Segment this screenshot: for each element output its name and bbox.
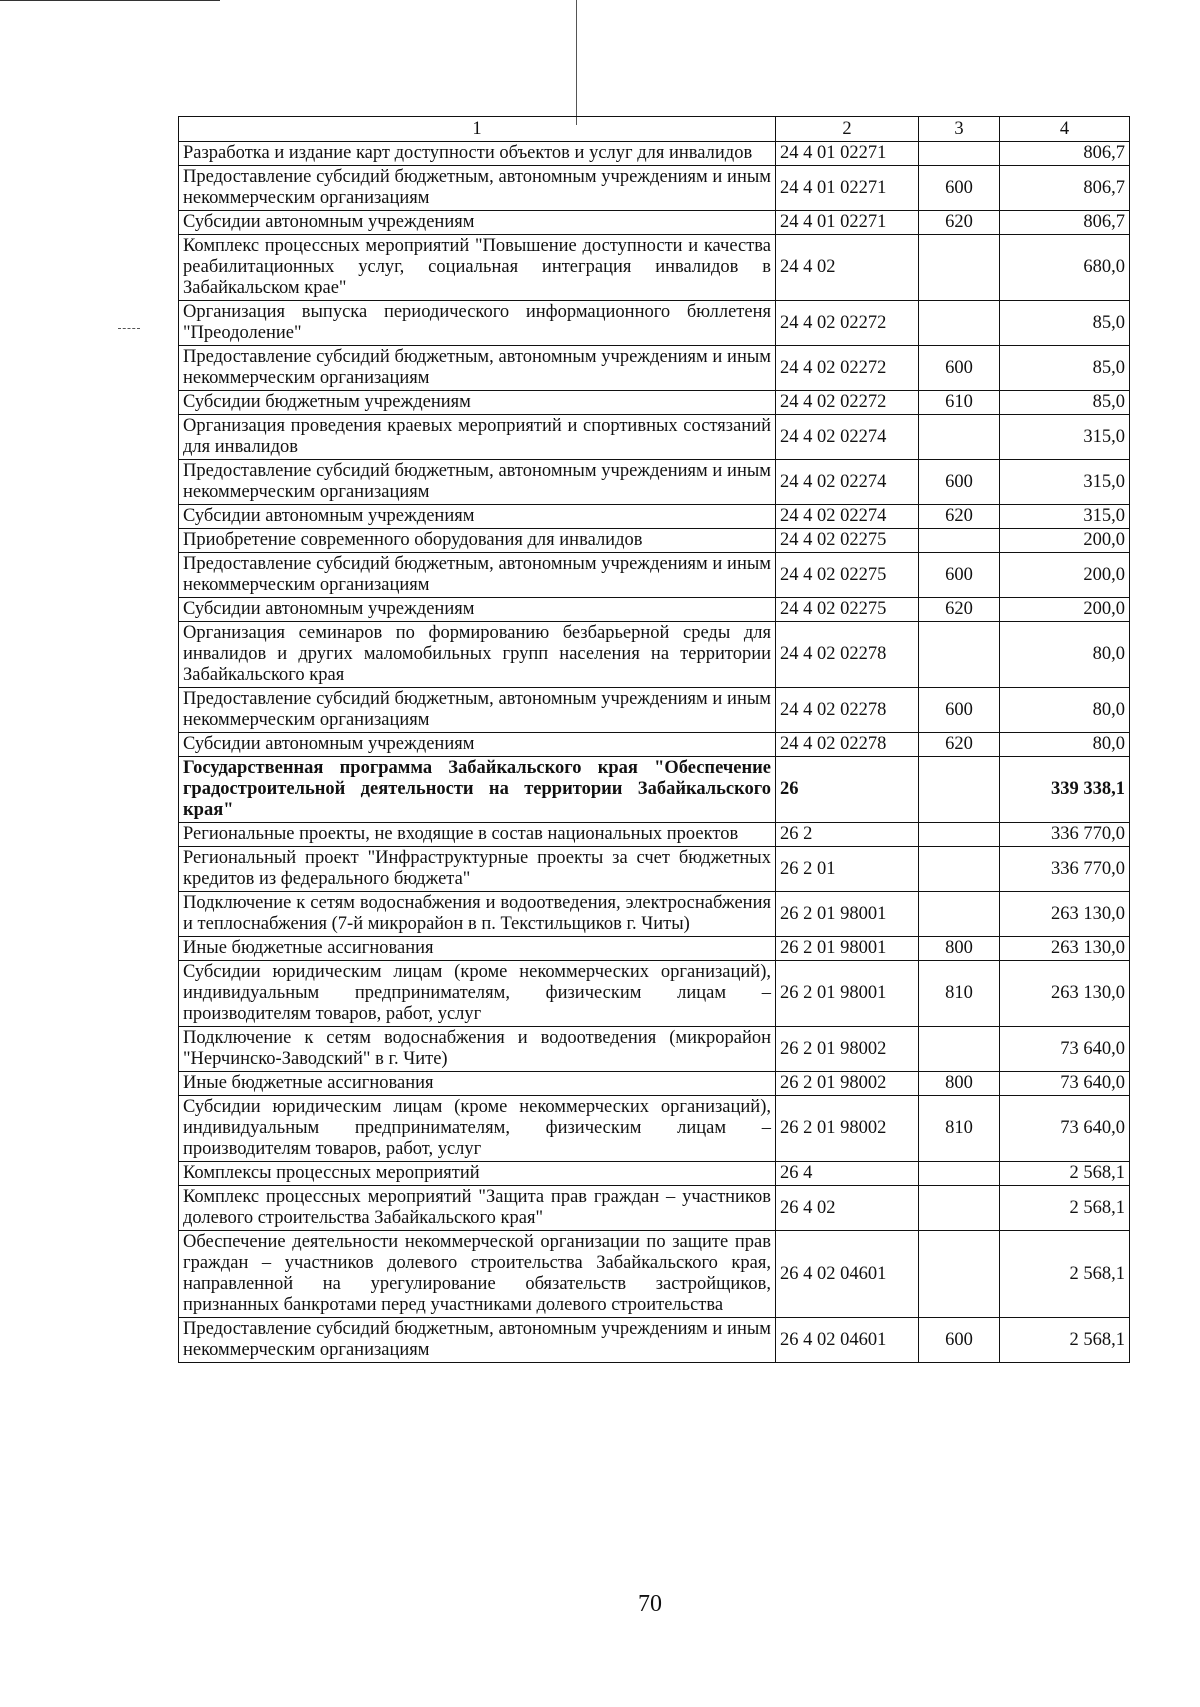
row-name-cell: Приобретение современного оборудования для инвалидов	[179, 529, 776, 553]
row-name-cell: Подключение к сетям водоснабжения и водоотведения (микрорайон "Нерчинско-Заводский" в г. Чите)	[179, 1027, 776, 1072]
row-amount-cell: 806,7	[1000, 166, 1130, 211]
row-name-cell: Иные бюджетные ассигнования	[179, 937, 776, 961]
row-code-cell: 24 4 02 02278	[776, 733, 919, 757]
page-number: 70	[638, 1591, 662, 1617]
row-expense-type-cell: 620	[919, 211, 1000, 235]
row-expense-type-cell	[919, 235, 1000, 301]
row-expense-type-cell	[919, 142, 1000, 166]
table-row	[179, 598, 1130, 622]
row-name-cell: Организация выпуска периодического информационного бюллетеня "Преодоление"	[179, 301, 776, 346]
row-expense-type-cell	[919, 892, 1000, 937]
row-amount-cell: 73 640,0	[1000, 1027, 1130, 1072]
row-name-cell: Обеспечение деятельности некоммерческой организации по защите прав граждан – участников долевого строительства Забайкальского края, направленной на урегулирование обязательств застройщиков, признанных банкротами перед участниками долевого строительства	[179, 1231, 776, 1318]
row-expense-type-cell: 620	[919, 598, 1000, 622]
row-code-cell: 26 4	[776, 1162, 919, 1186]
row-name-cell: Комплексы процессных мероприятий	[179, 1162, 776, 1186]
row-name-cell: Региональный проект "Инфраструктурные проекты за счет бюджетных кредитов из федерального бюджета"	[179, 847, 776, 892]
table-row	[179, 415, 1130, 460]
row-expense-type-cell	[919, 529, 1000, 553]
row-name-cell: Организация семинаров по формированию безбарьерной среды для инвалидов и других маломобильных групп населения на территории Забайкальского края	[179, 622, 776, 688]
row-code-cell: 26 2 01	[776, 847, 919, 892]
table-row	[179, 142, 1130, 166]
row-amount-cell: 73 640,0	[1000, 1096, 1130, 1162]
row-expense-type-cell	[919, 1027, 1000, 1072]
row-expense-type-cell: 610	[919, 391, 1000, 415]
row-code-cell: 24 4 02 02272	[776, 301, 919, 346]
header-cell-2: 2	[776, 117, 919, 142]
row-amount-cell: 200,0	[1000, 598, 1130, 622]
row-expense-type-cell: 600	[919, 460, 1000, 505]
table-row	[179, 1318, 1130, 1363]
row-amount-cell: 80,0	[1000, 733, 1130, 757]
row-code-cell: 24 4 02 02274	[776, 505, 919, 529]
row-expense-type-cell: 600	[919, 1318, 1000, 1363]
row-amount-cell: 80,0	[1000, 622, 1130, 688]
row-code-cell: 24 4 02 02275	[776, 553, 919, 598]
table-row	[179, 937, 1130, 961]
row-name-cell: Иные бюджетные ассигнования	[179, 1072, 776, 1096]
row-code-cell: 24 4 02 02274	[776, 415, 919, 460]
header-cell-1: 1	[179, 117, 776, 142]
row-code-cell: 26 2 01 98001	[776, 937, 919, 961]
row-amount-cell: 336 770,0	[1000, 847, 1130, 892]
row-code-cell: 26 2 01 98001	[776, 892, 919, 937]
row-name-cell: Предоставление субсидий бюджетным, автономным учреждениям и иным некоммерческим организациям	[179, 553, 776, 598]
table-row	[179, 391, 1130, 415]
row-expense-type-cell	[919, 622, 1000, 688]
row-code-cell: 24 4 02 02272	[776, 391, 919, 415]
header-cell-3: 3	[919, 117, 1000, 142]
row-amount-cell: 263 130,0	[1000, 937, 1130, 961]
table-row	[179, 505, 1130, 529]
row-expense-type-cell	[919, 1186, 1000, 1231]
row-amount-cell: 336 770,0	[1000, 823, 1130, 847]
row-expense-type-cell: 620	[919, 505, 1000, 529]
row-amount-cell: 2 568,1	[1000, 1186, 1130, 1231]
row-amount-cell: 2 568,1	[1000, 1318, 1130, 1363]
row-code-cell: 24 4 01 02271	[776, 142, 919, 166]
row-name-cell: Субсидии бюджетным учреждениям	[179, 391, 776, 415]
row-code-cell: 26	[776, 757, 919, 823]
table-row	[179, 1186, 1130, 1231]
table-row	[179, 553, 1130, 598]
row-amount-cell: 85,0	[1000, 391, 1130, 415]
row-amount-cell: 85,0	[1000, 301, 1130, 346]
row-code-cell: 24 4 02 02278	[776, 622, 919, 688]
row-code-cell: 24 4 01 02271	[776, 211, 919, 235]
row-amount-cell: 315,0	[1000, 460, 1130, 505]
row-name-cell: Предоставление субсидий бюджетным, автономным учреждениям и иным некоммерческим организациям	[179, 688, 776, 733]
row-name-cell: Комплекс процессных мероприятий "Повышение доступности и качества реабилитационных услуг, социальная интеграция инвалидов в Забайкальском крае"	[179, 235, 776, 301]
budget-table-body	[179, 117, 1130, 1363]
row-amount-cell: 806,7	[1000, 211, 1130, 235]
table-row	[179, 823, 1130, 847]
row-amount-cell: 263 130,0	[1000, 892, 1130, 937]
row-code-cell: 24 4 02 02275	[776, 529, 919, 553]
table-row	[179, 460, 1130, 505]
row-amount-cell: 315,0	[1000, 505, 1130, 529]
row-amount-cell: 200,0	[1000, 529, 1130, 553]
row-amount-cell: 2 568,1	[1000, 1162, 1130, 1186]
row-expense-type-cell: 600	[919, 688, 1000, 733]
row-name-cell: Субсидии автономным учреждениям	[179, 733, 776, 757]
row-code-cell: 26 2 01 98001	[776, 961, 919, 1027]
row-amount-cell: 80,0	[1000, 688, 1130, 733]
row-code-cell: 26 2 01 98002	[776, 1027, 919, 1072]
table-row	[179, 1072, 1130, 1096]
row-amount-cell: 680,0	[1000, 235, 1130, 301]
table-row	[179, 757, 1130, 823]
scan-artifact-dash	[118, 328, 140, 330]
row-name-cell: Организация проведения краевых мероприятий и спортивных состязаний для инвалидов	[179, 415, 776, 460]
row-name-cell: Подключение к сетям водоснабжения и водоотведения, электроснабжения и теплоснабжения (7-й микрорайон в п. Текстильщиков г. Читы)	[179, 892, 776, 937]
table-row	[179, 961, 1130, 1027]
row-expense-type-cell: 800	[919, 937, 1000, 961]
row-code-cell: 24 4 02 02274	[776, 460, 919, 505]
row-amount-cell: 200,0	[1000, 553, 1130, 598]
row-code-cell: 24 4 01 02271	[776, 166, 919, 211]
row-amount-cell: 263 130,0	[1000, 961, 1130, 1027]
row-expense-type-cell	[919, 847, 1000, 892]
row-code-cell: 26 2 01 98002	[776, 1096, 919, 1162]
table-row	[179, 1162, 1130, 1186]
table-row	[179, 733, 1130, 757]
row-expense-type-cell	[919, 1231, 1000, 1318]
row-name-cell: Предоставление субсидий бюджетным, автономным учреждениям и иным некоммерческим организациям	[179, 460, 776, 505]
row-name-cell: Предоставление субсидий бюджетным, автономным учреждениям и иным некоммерческим организациям	[179, 166, 776, 211]
row-expense-type-cell	[919, 1162, 1000, 1186]
row-code-cell: 24 4 02 02275	[776, 598, 919, 622]
row-expense-type-cell	[919, 301, 1000, 346]
row-code-cell: 26 2	[776, 823, 919, 847]
row-expense-type-cell	[919, 823, 1000, 847]
row-name-cell: Субсидии автономным учреждениям	[179, 505, 776, 529]
table-row	[179, 211, 1130, 235]
row-name-cell: Субсидии юридическим лицам (кроме некоммерческих организаций), индивидуальным предпринимателям, физическим лицам – производителям товаров, работ, услуг	[179, 961, 776, 1027]
table-row	[179, 688, 1130, 733]
row-expense-type-cell: 600	[919, 346, 1000, 391]
row-expense-type-cell	[919, 757, 1000, 823]
table-row	[179, 301, 1130, 346]
table-row	[179, 847, 1130, 892]
row-amount-cell: 2 568,1	[1000, 1231, 1130, 1318]
row-code-cell: 24 4 02 02278	[776, 688, 919, 733]
row-code-cell: 26 2 01 98002	[776, 1072, 919, 1096]
row-name-cell: Комплекс процессных мероприятий "Защита прав граждан – участников долевого строительства Забайкальского края"	[179, 1186, 776, 1231]
row-expense-type-cell	[919, 415, 1000, 460]
table-row	[179, 622, 1130, 688]
row-amount-cell: 806,7	[1000, 142, 1130, 166]
row-expense-type-cell: 600	[919, 553, 1000, 598]
row-expense-type-cell: 810	[919, 1096, 1000, 1162]
scan-artifact-line	[0, 0, 220, 1]
table-row	[179, 529, 1130, 553]
row-code-cell: 26 4 02	[776, 1186, 919, 1231]
table-row	[179, 1027, 1130, 1072]
row-name-cell: Предоставление субсидий бюджетным, автономным учреждениям и иным некоммерческим организациям	[179, 346, 776, 391]
table-row	[179, 346, 1130, 391]
row-name-cell: Субсидии автономным учреждениям	[179, 598, 776, 622]
table-row	[179, 892, 1130, 937]
table-row	[179, 1096, 1130, 1162]
row-amount-cell: 73 640,0	[1000, 1072, 1130, 1096]
row-code-cell: 24 4 02	[776, 235, 919, 301]
table-row	[179, 166, 1130, 211]
row-name-cell: Разработка и издание карт доступности объектов и услуг для инвалидов	[179, 142, 776, 166]
header-cell-4: 4	[1000, 117, 1130, 142]
row-expense-type-cell: 620	[919, 733, 1000, 757]
row-amount-cell: 339 338,1	[1000, 757, 1130, 823]
row-name-cell: Предоставление субсидий бюджетным, автономным учреждениям и иным некоммерческим организациям	[179, 1318, 776, 1363]
table-row	[179, 235, 1130, 301]
row-expense-type-cell: 800	[919, 1072, 1000, 1096]
table-header-row	[179, 117, 1130, 142]
row-amount-cell: 315,0	[1000, 415, 1130, 460]
row-code-cell: 26 4 02 04601	[776, 1318, 919, 1363]
table-row	[179, 1231, 1130, 1318]
row-code-cell: 26 4 02 04601	[776, 1231, 919, 1318]
budget-table	[178, 116, 1130, 1363]
scan-artifact-line	[576, 0, 577, 125]
row-name-cell: Региональные проекты, не входящие в состав национальных проектов	[179, 823, 776, 847]
row-name-cell: Государственная программа Забайкальского края "Обеспечение градостроительной деятельности на территории Забайкальского края"	[179, 757, 776, 823]
row-name-cell: Субсидии юридическим лицам (кроме некоммерческих организаций), индивидуальным предпринимателям, физическим лицам – производителям товаров, работ, услуг	[179, 1096, 776, 1162]
row-expense-type-cell: 600	[919, 166, 1000, 211]
row-code-cell: 24 4 02 02272	[776, 346, 919, 391]
row-amount-cell: 85,0	[1000, 346, 1130, 391]
row-name-cell: Субсидии автономным учреждениям	[179, 211, 776, 235]
row-expense-type-cell: 810	[919, 961, 1000, 1027]
